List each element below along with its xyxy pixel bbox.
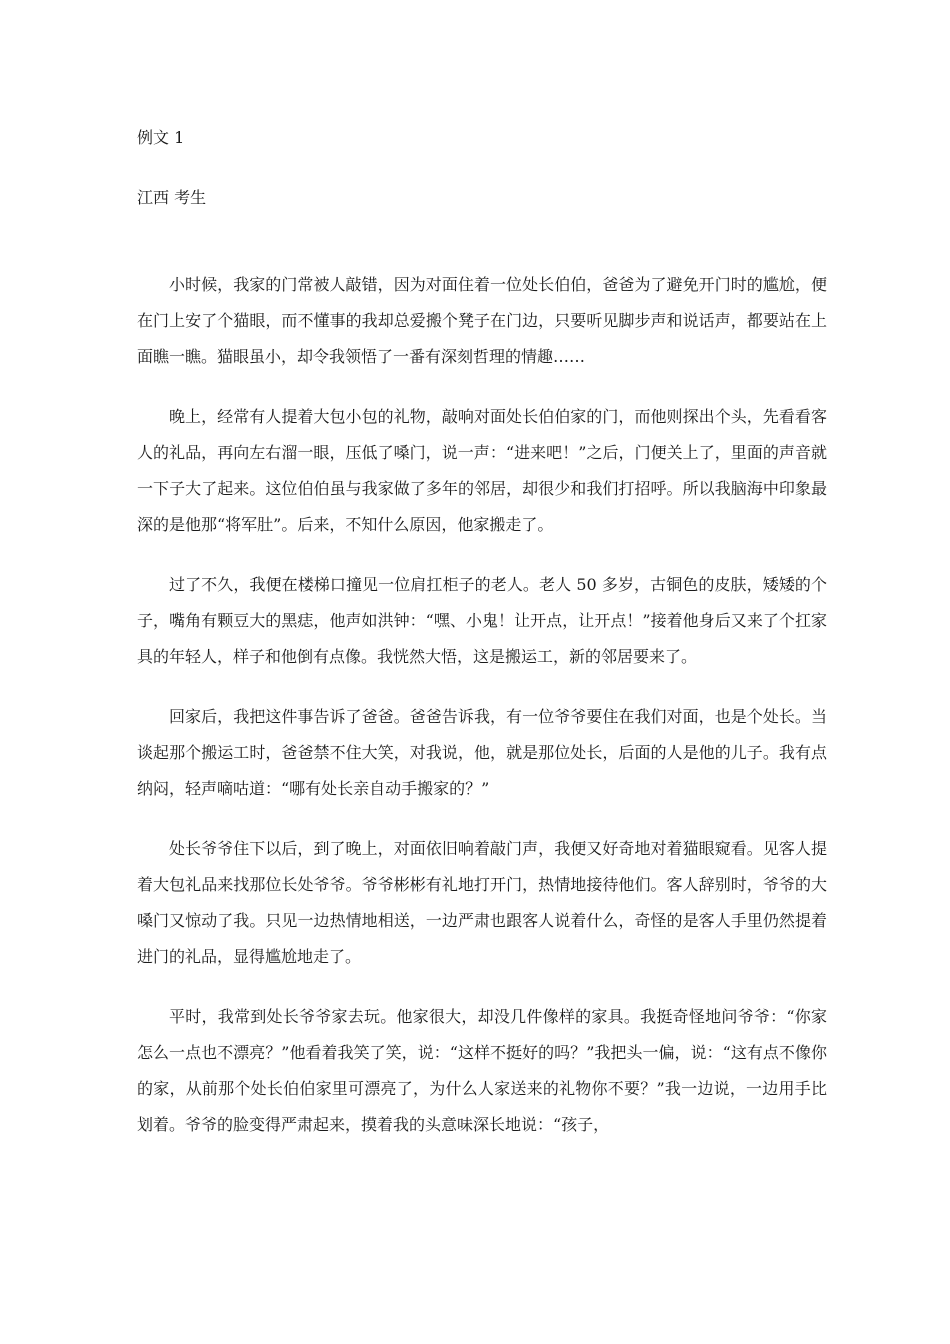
paragraph: 回家后，我把这件事告诉了爸爸。爸爸告诉我，有一位爷爷要住在我们对面，也是个处长。当谈起那个搬运工时，爸爸禁不住大笑，对我说，他，就是那位处长，后面的人是他的儿子。我有点纳闷，轻声嘀咕道：“哪有处长亲自动手搬家的？” xyxy=(137,707,827,798)
paragraph: 过了不久，我便在楼梯口撞见一位肩扛柜子的老人。老人 50 多岁，古铜色的皮肤，矮矮的个子，嘴角有颗豆大的黑痣，他声如洪钟：“嘿、小鬼！让开点，让开点！”接着他身后又来了个扛家具的年轻人，样子和他倒有点像。我恍然大悟，这是搬运工，新的邻居要来了。 xyxy=(137,575,827,666)
paragraph: 平时，我常到处长爷爷家去玩。他家很大，却没几件像样的家具。我挺奇怪地问爷爷：“你家怎么一点也不漂亮？”他看着我笑了笑，说：“这样不挺好的吗？”我把头一偏，说：“这有点不像你的家，从前那个处长伯伯家里可漂亮了，为什么人家送来的礼物你不要？”我一边说，一边用手比划着。爷爷的脸变得严肃起来，摸着我的头意味深长地说：“孩子， xyxy=(137,1007,827,1134)
essay-title: 例文 1 xyxy=(137,128,185,147)
author-line: 江西 考生 xyxy=(137,188,207,207)
paragraph: 处长爷爷住下以后，到了晚上，对面依旧响着敲门声，我便又好奇地对着猫眼窥看。见客人提着大包礼品来找那位长处爷爷。爷爷彬彬有礼地打开门，热情地接待他们。客人辞别时，爷爷的大嗓门又惊动了我。只见一边热情地相送，一边严肃也跟客人说着什么，奇怪的是客人手里仍然提着进门的礼品，显得尴尬地走了。 xyxy=(137,839,827,966)
paragraph: 晚上，经常有人提着大包小包的礼物，敲响对面处长伯伯家的门，而他则探出个头，先看看客人的礼品，再向左右溜一眼，压低了嗓门，说一声：“进来吧！”之后，门便关上了，里面的声音就一下子大了起来。这位伯伯虽与我家做了多年的邻居，却很少和我们打招呼。所以我脑海中印象最深的是他那“将军肚”。后来，不知什么原因，他家搬走了。 xyxy=(137,407,827,534)
paragraph: 小时候，我家的门常被人敲错，因为对面住着一位处长伯伯，爸爸为了避免开门时的尴尬，便在门上安了个猫眼，而不懂事的我却总爱搬个凳子在门边，只要听见脚步声和说话声，都要站在上面瞧一瞧。猫眼虽小，却令我领悟了一番有深刻哲理的情趣…… xyxy=(137,275,827,366)
essay-body xyxy=(137,267,827,1167)
